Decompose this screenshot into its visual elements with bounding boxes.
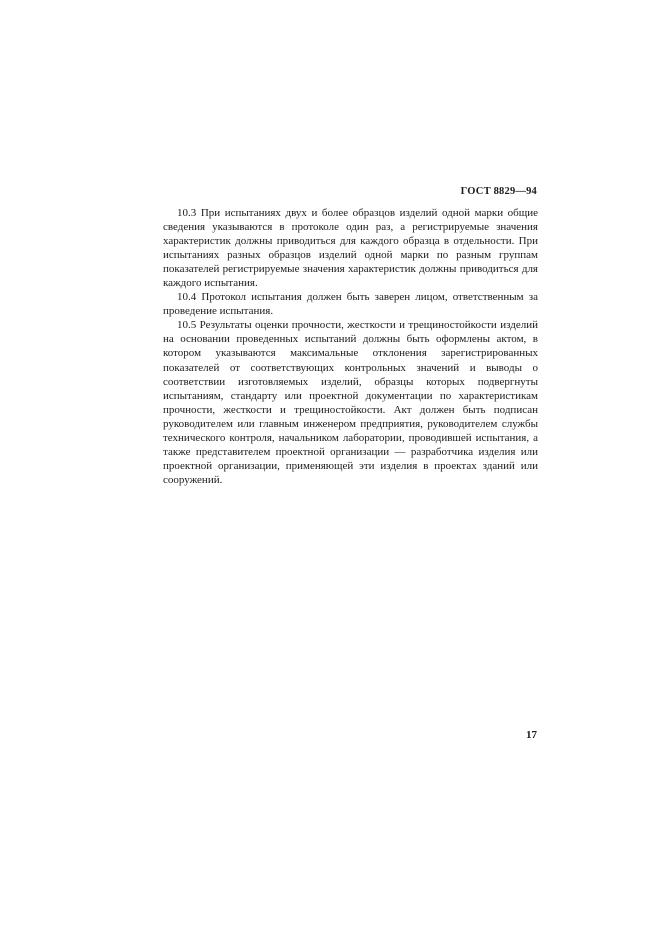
page-number: 17 bbox=[526, 729, 537, 741]
paragraph-10-4: 10.4 Протокол испытания должен быть заверен лицом, ответственным за проведение испытания. bbox=[163, 291, 538, 318]
document-body bbox=[163, 206, 538, 487]
paragraph-10-5: 10.5 Результаты оценки прочности, жесткости и трещиностойкости изделий на основании проведенных испытаний должны быть оформлены актом, в котором указываются максимальные отклонения зарегистрированных показателей от соответствующих контрольных значений и выводы о соответствии изготовляемых изделий, образцы которых подвергнуты испытаниям, стандарту или проектной документации по характеристикам прочности, жесткости и трещиностойкости. Акт должен быть подписан руководителем или главным инженером предприятия, руководителем службы технического контроля, начальником лаборатории, проводившей испытания, а также представителем проектной организации — разработчика изделия или проектной организации, применяющей эти изделия в проектах зданий или сооружений. bbox=[163, 319, 538, 486]
document-code: ГОСТ 8829—94 bbox=[460, 186, 537, 197]
paragraph-10-3: 10.3 При испытаниях двух и более образцов изделий одной марки общие сведения указываются в протоколе один раз, а регистрируемые значения характеристик должны приводиться для каждого образца в отдельности. При испытаниях разных образцов изделий одной марки по разным группам показателей регистрируемые значения характеристик должны приводиться для каждого испытания. bbox=[163, 207, 538, 290]
